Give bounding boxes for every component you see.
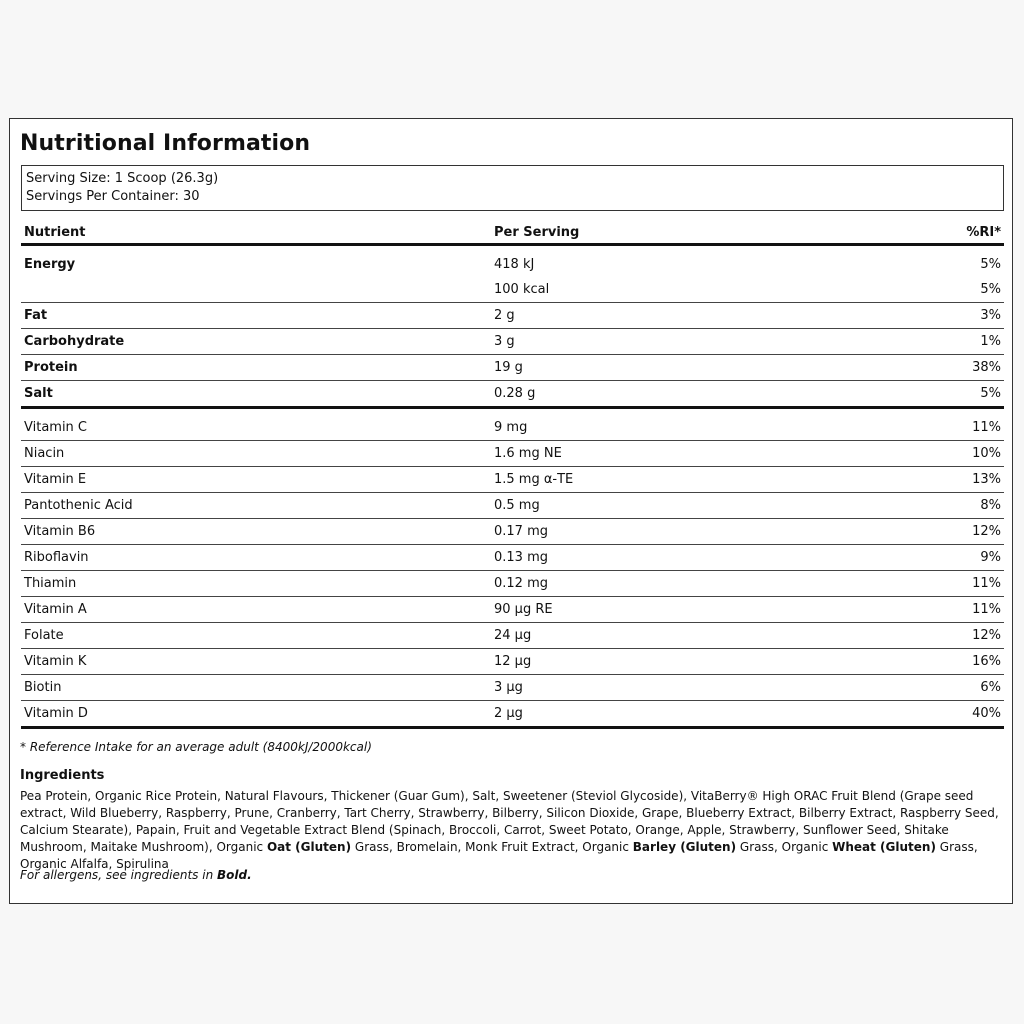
nutrient-amount: 0.17 mg (491, 519, 963, 545)
table-row (21, 493, 1004, 519)
nutrient-name: Fat (21, 303, 491, 329)
table-row (21, 467, 1004, 493)
nutrient-name: Vitamin D (21, 701, 491, 728)
nutrient-name: Vitamin A (21, 597, 491, 623)
nutrient-name: Riboflavin (21, 545, 491, 571)
nutrient-ri: 10% (963, 441, 1004, 467)
nutrient-name: Protein (21, 355, 491, 381)
nutrient-ri: 3% (963, 303, 1004, 329)
nutrient-amount: 12 µg (491, 649, 963, 675)
nutrition-panel (9, 118, 1013, 904)
nutrient-name: Vitamin E (21, 467, 491, 493)
nutrient-ri: 5% (963, 277, 1004, 303)
nutrient-amount: 2 g (491, 303, 963, 329)
table-row (21, 675, 1004, 701)
table-row (21, 441, 1004, 467)
table-row (21, 277, 1004, 303)
allergen-note-text: For allergens, see ingredients in (20, 868, 217, 882)
nutrient-amount: 418 kJ (494, 257, 535, 272)
table-row (21, 355, 1004, 381)
nutrient-ri: 40% (963, 701, 1004, 728)
ingredients-part: Pea Protein, Organic Rice Protein, Natural Flavours, Thickener (Guar Gum), Salt, Sweetener (Steviol Glycoside), VitaBerry® High ORAC Fruit Blend (Grape seed extract, Wild Blueberry, Raspberry, Prune, Cranberry, Tart Cherry, Strawberry, Bilberry, Silicon Dioxide, Grape, Blueberry Extract, Bilberry Extract, Raspberry Seed, Calcium Stearate), Papain, Fruit and Vegetable Extract Blend (Spinach, Broccoli, Carrot, Sweet Potato, Orange, Apple, Strawberry, Sunflower Seed, Shitake Mushroom, Maitake Mushroom), Organic (20, 789, 999, 854)
nutrient-amount: 0.13 mg (491, 545, 963, 571)
allergen-ingredient: Wheat (Gluten) (832, 840, 936, 854)
page-title: Nutritional Information (20, 131, 311, 156)
nutrient-ri: 9% (963, 545, 1004, 571)
nutrient-ri: 11% (963, 415, 1004, 441)
ingredients-part: Grass, Organic Alfalfa, Spirulina (20, 840, 978, 871)
nutrient-ri: 11% (963, 597, 1004, 623)
nutrient-amount: 9 mg (491, 415, 963, 441)
table-row (21, 571, 1004, 597)
nutrient-ri: 1% (963, 329, 1004, 355)
nutrient-name: Vitamin C (21, 415, 491, 441)
nutrient-name: Vitamin K (21, 649, 491, 675)
nutrient-name: Biotin (21, 675, 491, 701)
nutrient-amount: 100 kcal (491, 277, 963, 303)
nutrient-amount: 0.28 g (491, 381, 963, 408)
allergen-note-bold: Bold. (217, 868, 252, 882)
table-row (21, 649, 1004, 675)
nutrient-name: Pantothenic Acid (21, 493, 491, 519)
table-row (21, 597, 1004, 623)
table-row (21, 415, 1004, 441)
table-row (21, 545, 1004, 571)
nutrient-amount: 2 µg (491, 701, 963, 728)
nutrient-amount: 1.5 mg α-TE (491, 467, 963, 493)
nutrient-name: Energy (24, 257, 76, 272)
allergen-note (20, 868, 252, 882)
ingredients-part: Grass, Bromelain, Monk Fruit Extract, Organic (351, 840, 633, 854)
nutrient-ri: 6% (963, 675, 1004, 701)
nutrient-amount: 19 g (491, 355, 963, 381)
nutrient-ri: 12% (963, 519, 1004, 545)
reference-footnote: * Reference Intake for an average adult (8400kJ/2000kcal) (20, 740, 372, 754)
serving-box (21, 165, 1004, 211)
table-header-row (21, 221, 1004, 245)
nutrient-amount: 0.12 mg (491, 571, 963, 597)
nutrient-ri: 5% (963, 381, 1004, 408)
header-ri: %RI* (963, 221, 1004, 245)
ingredients-part: Grass, Organic (736, 840, 833, 854)
header-nutrient: Nutrient (21, 221, 491, 245)
nutrient-amount: 0.5 mg (491, 493, 963, 519)
allergen-ingredient: Oat (Gluten) (266, 840, 352, 854)
nutrient-amount: 1.6 mg NE (491, 441, 963, 467)
ingredients-heading: Ingredients (20, 768, 105, 783)
nutrient-name: Thiamin (21, 571, 491, 597)
nutrient-amount: 3 g (491, 329, 963, 355)
nutrient-name: Niacin (21, 441, 491, 467)
serving-size: Serving Size: 1 Scoop (26.3g) (26, 171, 219, 186)
nutrient-ri: 5% (980, 257, 1001, 272)
nutrient-ri: 13% (963, 467, 1004, 493)
header-per-serving: Per Serving (491, 221, 963, 245)
nutrition-table (21, 221, 1004, 729)
table-row (21, 303, 1004, 329)
nutrient-amount: 3 µg (491, 675, 963, 701)
nutrient-ri: 8% (963, 493, 1004, 519)
table-row (21, 519, 1004, 545)
nutrient-ri: 38% (963, 355, 1004, 381)
nutrient-amount: 24 µg (491, 623, 963, 649)
nutrient-name: Vitamin B6 (21, 519, 491, 545)
nutrient-ri: 16% (963, 649, 1004, 675)
ingredients-text (20, 788, 1004, 873)
nutrient-name (21, 277, 491, 303)
table-row (21, 329, 1004, 355)
nutrient-name: Carbohydrate (21, 329, 491, 355)
allergen-ingredient: Barley (Gluten) (632, 840, 737, 854)
table-row (21, 381, 1004, 408)
nutrient-ri: 12% (963, 623, 1004, 649)
table-row (21, 623, 1004, 649)
nutrient-ri: 11% (963, 571, 1004, 597)
nutrient-amount: 90 µg RE (491, 597, 963, 623)
table-row (21, 252, 1004, 277)
table-row (21, 701, 1004, 728)
servings-per-container: Servings Per Container: 30 (26, 189, 200, 204)
nutrient-name: Salt (21, 381, 491, 408)
nutrient-name: Folate (21, 623, 491, 649)
